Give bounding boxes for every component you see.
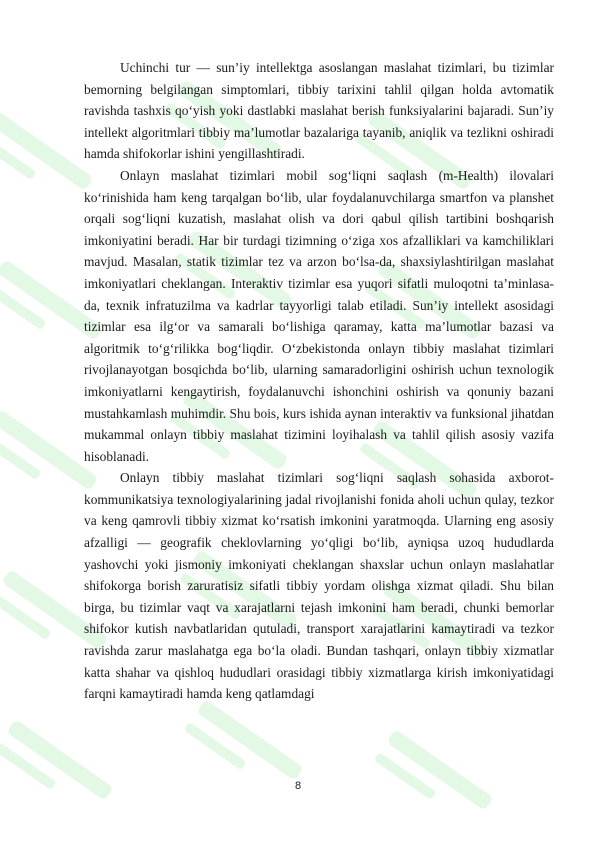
paragraph-3: Onlayn tibbiy maslahat tizimlari sog‘liqni saqlash sohasida axborot-kommunikatsiya texnologiyalarining jadal rivojlanishi fonida aholi uchun qulay, tezkor va keng qamrovli tibbiy xizmat ko‘rsatish imkonini yaratmoqda. Ularning eng asosiy afzalligi — geografik cheklovlarning yo‘qligi bo‘lib, ayniqsa uzoq hududlarda yashovchi yoki jismoniy imkoniyati cheklangan shaxslar uchun onlayn maslahatlar shifokorga borish zaruratisiz sifatli tibbiy yordam olishga xizmat qiladi. Shu bilan birga, bu tizimlar vaqt va xarajatlarni tejash imkonini ham beradi, chunki bemorlar shifokor kutish navbatlaridan qutuladi, transport xarajatlarini kamaytiradi va tezkor ravishda zarur maslahatga ega bo‘la oladi. Bundan tashqari, onlayn tibbiy xizmatlar katta shahar va qishloq hududlari orasidagi tibbiy xizmatlarga kirish imkoniyatidagi farqni kamaytiradi hamda keng qatlamdagi	[84, 470, 554, 702]
body-text	[84, 57, 554, 705]
paragraph-1: Uchinchi tur — sun’iy intellektga asoslangan maslahat tizimlari, bu tizimlar bemorning belgilangan simptomlari, tibbiy tarixini tahlil qilgan holda avtomatik ravishda tashxis qo‘yish yoki dastlabki maslahat berish funksiyalarini bajaradi. Sun’iy intellekt algoritmlari tibbiy ma’lumotlar bazalariga tayanib, aniqlik va tezlikni oshiradi hamda shifokorlar ishini yengillashtiradi.	[84, 60, 554, 162]
page-number: 8	[294, 780, 302, 792]
paragraph-2: Onlayn maslahat tizimlari mobil sog‘liqni saqlash (m-Health) ilovalari ko‘rinishida ham keng tarqalgan bo‘lib, ular foydalanuvchilarga smartfon va planshet orqali sog‘liqni kuzatish, maslahat olish va dori qabul qilish tartibini boshqarish imkoniyatini beradi. Har bir turdagi tizimning o‘ziga xos afzalliklari va kamchiliklari mavjud. Masalan, statik tizimlar tez va arzon bo‘lsa-da, shaxsiylashtirilgan maslahat imkoniyatlari cheklangan. Interaktiv tizimlar esa yuqori sifatli muloqotni ta’minlasa-da, texnik infratuzilma va kadrlar tayyorligi talab etiladi. Sun’iy intellekt asosidagi tizimlar esa ilg‘or va samarali bo‘lishiga qaramay, katta ma’lumotlar bazasi va algoritmik to‘g‘rilikka bog‘liqdir. O‘zbekistonda onlayn tibbiy maslahat tizimlari rivojlanayotgan bosqichda bo‘lib, ularning samaradorligini oshirish uchun texnologik imkoniyatlarni kengaytirish, foydalanuvchi ishonchini oshirish va qonuniy bazani mustahkamlash muhimdir. Shu bois, kurs ishida aynan interaktiv va funksional jihatdan mukammal onlayn tibbiy maslahat tizimini loyihalash va tahlil qilish asosiy vazifa hisoblanadi.	[84, 167, 554, 464]
